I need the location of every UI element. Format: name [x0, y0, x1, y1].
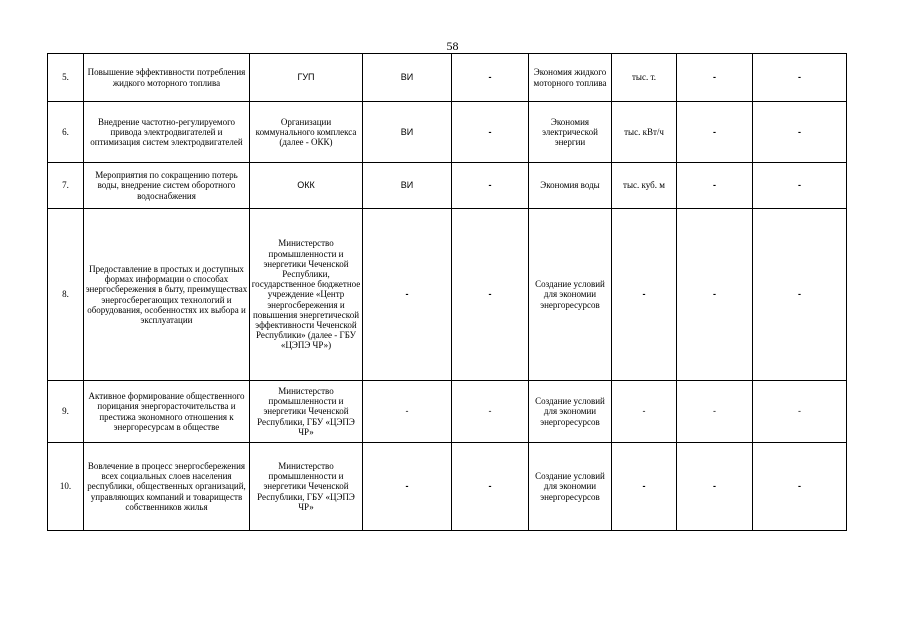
unit-cell: тыс. куб. м	[612, 163, 677, 209]
source-cell: -	[363, 381, 452, 443]
executor-cell: Министерство промышленности и энергетики Чеченской Республики, ГБУ «ЦЭПЭ ЧР»	[250, 381, 363, 443]
measure-cell: Активное формирование общественного порицания энергорасточительства и престижа экономного отношения к энергоресурсам в обществе	[84, 381, 250, 443]
unit-cell: тыс. т.	[612, 54, 677, 102]
table-row	[48, 381, 847, 443]
result-cell: Создание условий для экономии энергоресурсов	[529, 381, 612, 443]
row-number: 7.	[48, 163, 84, 209]
row-number: 5.	[48, 54, 84, 102]
value-cell: -	[677, 163, 753, 209]
result-cell: Создание условий для экономии энергоресурсов	[529, 209, 612, 381]
measure-cell: Мероприятия по сокращению потерь воды, внедрение систем оборотного водоснабжения	[84, 163, 250, 209]
value-cell: -	[753, 54, 847, 102]
value-cell: -	[677, 54, 753, 102]
measures-table	[47, 53, 847, 531]
measure-cell: Вовлечение в процесс энергосбережения всех социальных слоев населения республики, общественных организаций, управляющих компаний и товариществ собственников жилья	[84, 443, 250, 531]
amount-cell: -	[452, 209, 529, 381]
executor-cell: Министерство промышленности и энергетики Чеченской Республики, государственное бюджетное учреждение «Центр энергосбережения и повышения энергетической эффективности Чеченской Республики» (далее - ГБУ «ЦЭПЭ ЧР»)	[250, 209, 363, 381]
amount-cell: -	[452, 163, 529, 209]
value-cell: -	[677, 102, 753, 163]
measure-cell: Предоставление в простых и доступных формах информации о способах энергосбережения в быту, преимуществах энергосберегающих технологий и оборудования, особенностях их выбора и эксплуатации	[84, 209, 250, 381]
source-cell: ВИ	[363, 163, 452, 209]
value-cell: -	[753, 163, 847, 209]
unit-cell: -	[612, 443, 677, 531]
executor-cell: ГУП	[250, 54, 363, 102]
source-cell: -	[363, 443, 452, 531]
value-cell: -	[753, 102, 847, 163]
row-number: 9.	[48, 381, 84, 443]
row-number: 8.	[48, 209, 84, 381]
result-cell: Экономия электрической энергии	[529, 102, 612, 163]
value-cell: -	[677, 381, 753, 443]
result-cell: Создание условий для экономии энергоресурсов	[529, 443, 612, 531]
value-cell: -	[753, 209, 847, 381]
value-cell: -	[753, 443, 847, 531]
amount-cell: -	[452, 54, 529, 102]
result-cell: Экономия воды	[529, 163, 612, 209]
amount-cell: -	[452, 102, 529, 163]
result-cell: Экономия жидкого моторного топлива	[529, 54, 612, 102]
amount-cell: -	[452, 443, 529, 531]
row-number: 6.	[48, 102, 84, 163]
amount-cell: -	[452, 381, 529, 443]
row-number: 10.	[48, 443, 84, 531]
unit-cell: -	[612, 209, 677, 381]
source-cell: ВИ	[363, 102, 452, 163]
value-cell: -	[753, 381, 847, 443]
executor-cell: Министерство промышленности и энергетики Чеченской Республики, ГБУ «ЦЭПЭ ЧР»	[250, 443, 363, 531]
executor-cell: ОКК	[250, 163, 363, 209]
table-row	[48, 163, 847, 209]
page-number: 58	[446, 39, 459, 53]
table-row	[48, 54, 847, 102]
measure-cell: Повышение эффективности потребления жидкого моторного топлива	[84, 54, 250, 102]
unit-cell: тыс. кВт/ч	[612, 102, 677, 163]
measure-cell: Внедрение частотно-регулируемого привода электродвигателей и оптимизация систем электродвигателей	[84, 102, 250, 163]
table-row	[48, 443, 847, 531]
table-row	[48, 209, 847, 381]
source-cell: -	[363, 209, 452, 381]
value-cell: -	[677, 209, 753, 381]
source-cell: ВИ	[363, 54, 452, 102]
value-cell: -	[677, 443, 753, 531]
executor-cell: Организации коммунального комплекса (далее - ОКК)	[250, 102, 363, 163]
unit-cell: -	[612, 381, 677, 443]
table-row	[48, 102, 847, 163]
